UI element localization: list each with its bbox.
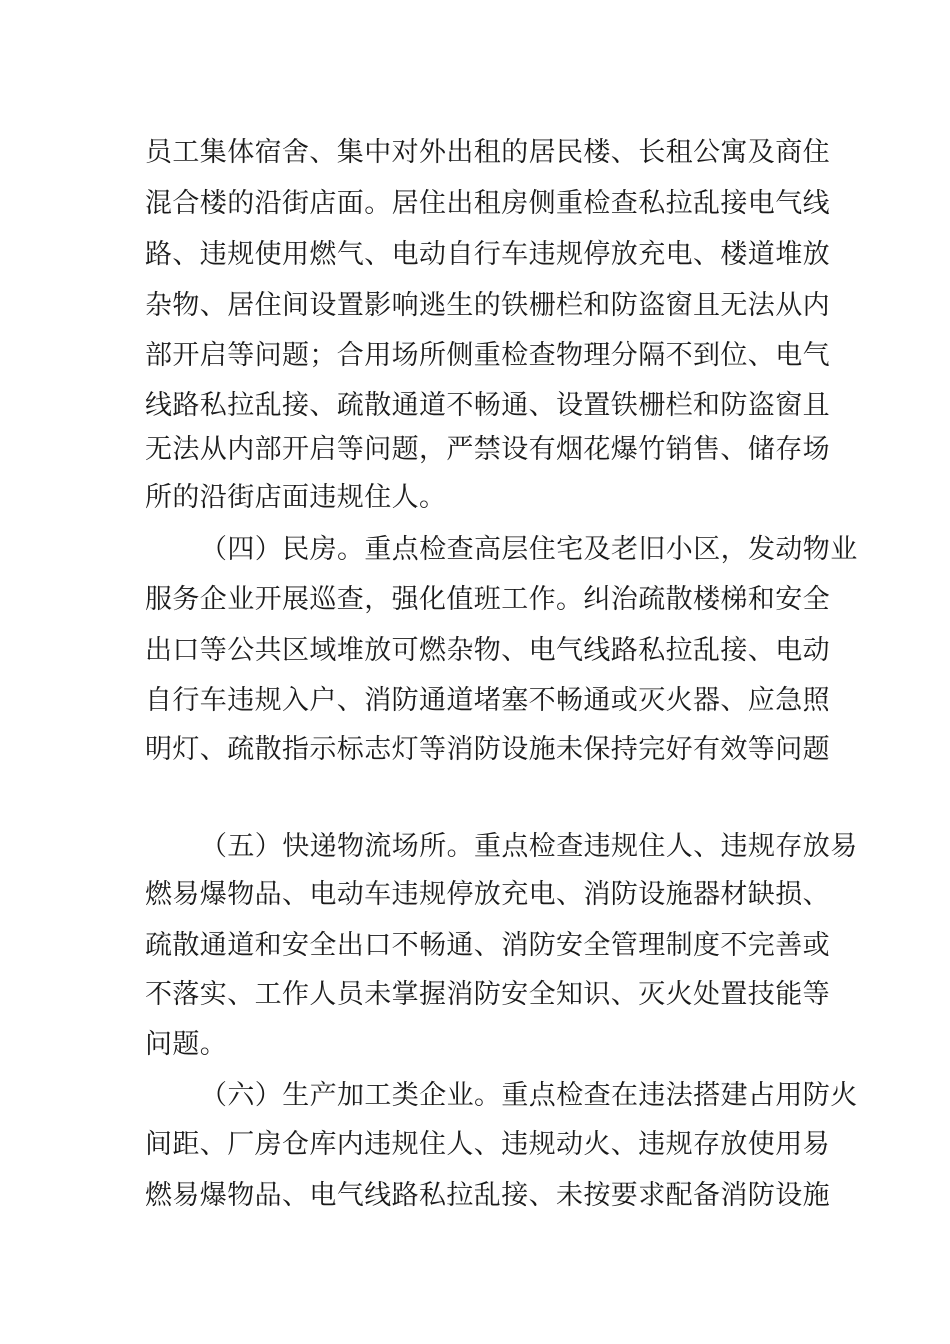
paragraph-heading-line: （六）生产加工类企业。重点检查在违法搭建占用防火 — [200, 1080, 858, 1111]
text-line: 间距、厂房仓库内违规住人、违规动火、违规存放使用易 — [145, 1129, 830, 1160]
text-line: 所的沿街店面违规住人。 — [145, 482, 447, 513]
text-line: 燃易爆物品、电气线路私拉乱接、未按要求配备消防设施 — [145, 1180, 830, 1211]
text-line: 杂物、居住间设置影响逃生的铁栅栏和防盗窗且无法从内 — [145, 290, 830, 321]
text-line: 无法从内部开启等问题，严禁设有烟花爆竹销售、储存场 — [145, 434, 830, 465]
text-line: 问题。 — [145, 1029, 228, 1060]
text-line: 出口等公共区域堆放可燃杂物、电气线路私拉乱接、电动 — [145, 635, 830, 666]
text-line: 路、违规使用燃气、电动自行车违规停放充电、楼道堆放 — [145, 239, 830, 270]
text-line: 服务企业开展巡查，强化值班工作。纠治疏散楼梯和安全 — [145, 584, 830, 615]
text-line: 疏散通道和安全出口不畅通、消防安全管理制度不完善或 — [145, 930, 830, 961]
text-line: 燃易爆物品、电动车违规停放充电、消防设施器材缺损、 — [145, 879, 830, 910]
text-line: 混合楼的沿街店面。居住出租房侧重检查私拉乱接电气线 — [145, 188, 830, 219]
text-line: 员工集体宿舍、集中对外出租的居民楼、长租公寓及商住 — [145, 137, 830, 168]
text-line: 部开启等问题；合用场所侧重检查物理分隔不到位、电气 — [145, 340, 830, 371]
text-line: 明灯、疏散指示标志灯等消防设施未保持完好有效等问题 — [145, 734, 830, 765]
text-line: 自行车违规入户、消防通道堵塞不畅通或灭火器、应急照 — [145, 685, 830, 716]
paragraph-heading-line: （五）快递物流场所。重点检查违规住人、违规存放易 — [200, 831, 858, 862]
text-line: 不落实、工作人员未掌握消防安全知识、灭火处置技能等 — [145, 979, 830, 1010]
paragraph-heading-line: （四）民房。重点检查高层住宅及老旧小区，发动物业 — [200, 534, 858, 565]
text-line: 线路私拉乱接、疏散通道不畅通、设置铁栅栏和防盗窗且 — [145, 390, 830, 421]
